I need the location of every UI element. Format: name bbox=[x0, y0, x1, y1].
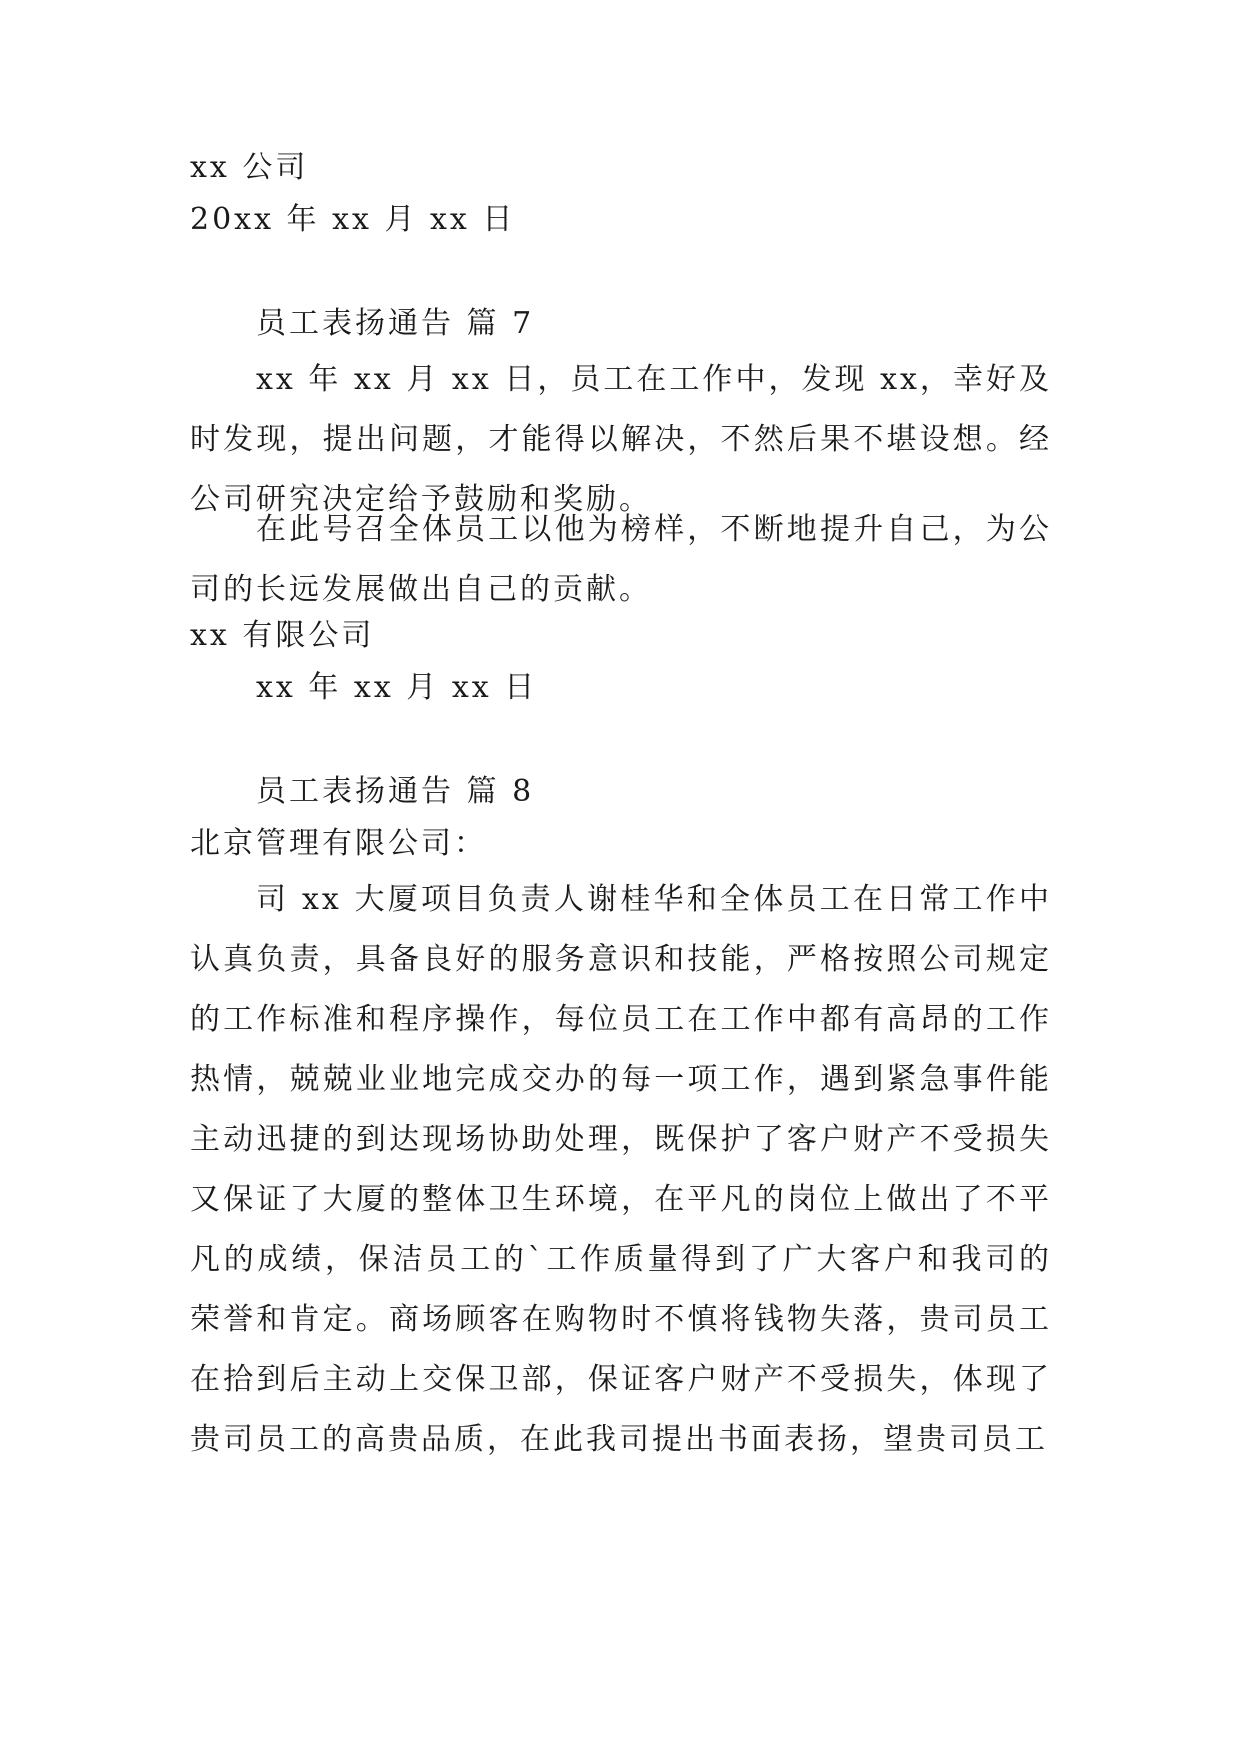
signature-company-2: xx 有限公司 bbox=[190, 618, 375, 653]
section-title-7: 员工表扬通告 篇 7 bbox=[256, 306, 535, 341]
section8-paragraph-1: 司 xx 大厦项目负责人谢桂华和全体员工在日常工作中认真负责，具备良好的服务意识和技能，严格按照公司规定的工作标准和程序操作，每位员工在工作中都有高昂的工作热情，兢兢业业地完成交办的每一项工作，遇到紧急事件能主动迅捷的到达现场协助处理，既保护了客户财产不受损失又保证了大厦的整体卫生环境，在平凡的岗位上做出了不平凡的成绩，保洁员工的`工作质量得到了广大客户和我司的荣誉和肯定。商场顾客在购物时不慎将钱物失落，贵司员工在拾到后主动上交保卫部，保证客户财产不受损失，体现了贵司员工的高贵品质，在此我司提出书面表扬，望贵司员工 bbox=[190, 882, 1052, 1457]
section-title-8: 员工表扬通告 篇 8 bbox=[256, 774, 535, 809]
signature-company: xx 公司 bbox=[190, 150, 309, 185]
signature-date: 20xx 年 xx 月 xx 日 bbox=[190, 202, 516, 237]
section7-paragraph-1: xx 年 xx 月 xx 日，员工在工作中，发现 xx，幸好及时发现，提出问题，才能得以解决，不然后果不堪设想。经公司研究决定给予鼓励和奖励。 bbox=[190, 362, 1052, 517]
salutation: 北京管理有限公司： bbox=[190, 826, 487, 861]
signature-date-2: xx 年 xx 月 xx 日 bbox=[256, 670, 538, 705]
section7-paragraph-2: 在此号召全体员工以他为榜样，不断地提升自己，为公司的长远发展做出自己的贡献。 bbox=[190, 512, 1052, 607]
